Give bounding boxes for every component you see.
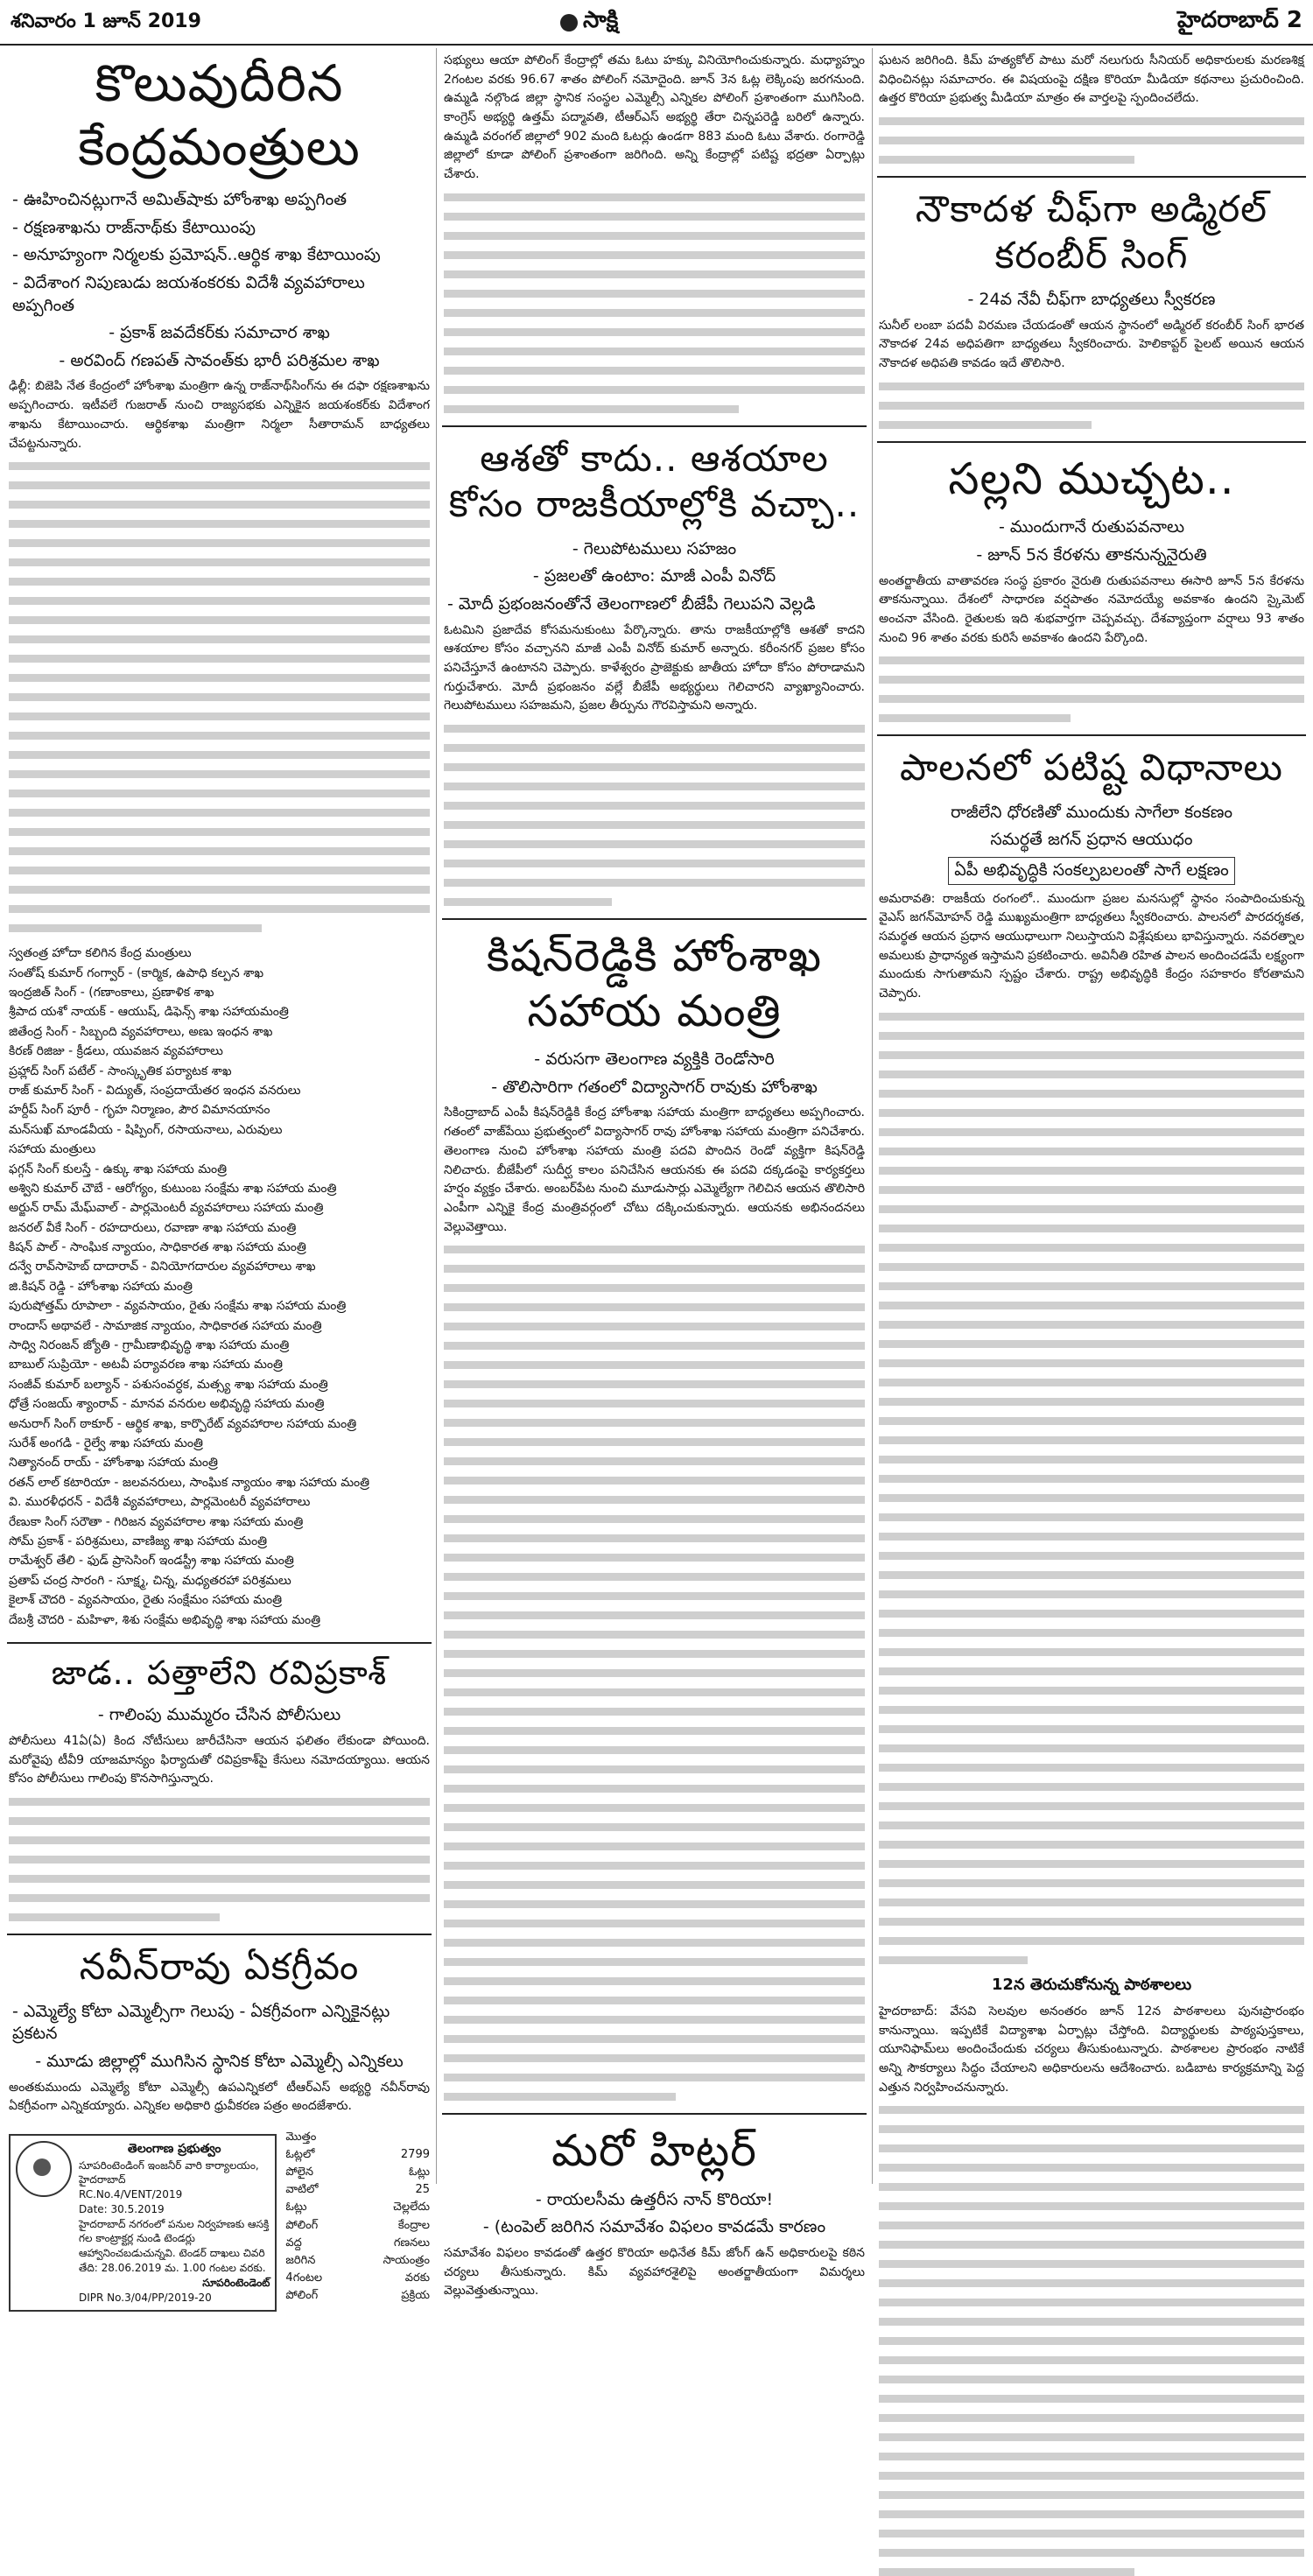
poll-row: పోలింగ్ కేంద్రాల [285, 2218, 430, 2232]
poll-row: 4గంటల వరకు [285, 2271, 430, 2285]
section-divider [7, 1934, 432, 1935]
list-item: ఇంద్రజిత్ సింగ్ - (గణాంకాలు, ప్రణాళిక శాఖ [9, 986, 214, 1000]
subhead: రాజీలేని ధోరణితో ముందుకు సాగేలా కంకణం [950, 802, 1233, 822]
article-body-continued [9, 462, 430, 932]
list-item: నిత్యానంద్ రాయ్ - హోంశాఖ సహాయ మంత్రి [9, 1456, 218, 1470]
notice-dipr: DIPR No.3/04/PP/2019-20 [79, 2291, 212, 2304]
masthead [0, 0, 1313, 46]
list-item: రాందాస్ అథావలే - సామాజిక న్యాయం, సాధికారత సహాయ మంత్రి [9, 1318, 322, 1333]
poll-row: పోలింగ్ ప్రక్రియ [285, 2289, 430, 2303]
column-2 [442, 48, 867, 2299]
article-body: అంతకుముందు ఎమ్మెల్యే కోటా ఎమ్మెల్సీ ఉపఎన్నికలో టీఆర్ఎస్ అభ్యర్థి నవీన్‌రావు ఏకగ్రీవంగా ఎన్నికయ్యారు. ఎన్నికల అధికారి ధ్రువీకరణ పత్రం అందజేశారు. [9, 2080, 430, 2114]
article-body: హైదరాబాద్: వేసవి సెలవుల అనంతరం జూన్ 12న పాఠశాలలు పునఃప్రారంభం కానున్నాయి. ఇప్పటికే విద్యాశాఖ ఏర్పాట్లు చేస్తోంది. విద్యార్థులకు పాఠ్యపుస్తకాలు, యూనిఫామ్‌లు అందించేందుకు చర్యలు తీసుకుంటున్నారు. పాఠశాలల ప్రారంభం నాటికే అన్ని సౌకర్యాలు సిద్ధం చేయాలని అధికారులను ఆదేశించారు. బడిబాట కార్యక్రమాన్ని పెద్ద ఎత్తున నిర్వహించనున్నారు. [879, 2004, 1304, 2095]
section-divider [442, 425, 867, 427]
headline-kishanreddy: కిషన్‌రెడ్డికి హోంశాఖ సహాయ మంత్రి [486, 930, 823, 1036]
list-item: ధోత్రే సంజయ్ శ్యాంరావ్ - మానవ వనరుల అభివృద్ధి సహాయ మంత్రి [9, 1397, 325, 1412]
list-item: ఫగ్గన్ సింగ్ కులస్తే - ఉక్కు శాఖ సహాయ మంత్రి [9, 1162, 228, 1176]
column-divider [872, 48, 873, 2184]
list-item: రామేశ్వర్ తేలి - ఫుడ్ ప్రాసెసింగ్ ఇండస్ట్రీ శాఖ సహాయ మంత్రి [9, 1554, 294, 1569]
section-divider [877, 734, 1306, 736]
list-item: పురుషోత్తమ్ రూపాలా - వ్యవసాయం, రైతు సంక్షేమ శాఖ సహాయ మంత్రి [9, 1299, 347, 1314]
article-body: సభ్యులు ఆయా పోలింగ్ కేంద్రాల్లో తమ ఓటు హక్కు వినియోగించుకున్నారు. మధ్యాహ్నం 2గంటల వరకు 96.67 శాతం పోలింగ్ నమోదైంది. జూన్ 3న ఓట్ల లెక్కింపు జరగనుంది. ఉమ్మడి నల్గొండ జిల్లా స్థానిక సంస్థల ఎమ్మెల్సీ ఎన్నికల పోలింగ్ ప్రశాంతంగా ముగిసింది. కాంగ్రెస్ అభ్యర్థి ఉత్తమ్ పద్మావతి, టీఆర్ఎస్ అభ్యర్థి తేరా చిన్నపరెడ్డి బరిలో ఉన్నారు. ఉమ్మడి వరంగల్ జిల్లాలో 902 మంది ఓటర్లు ఉండగా 883 మంది ఓటు వేశారు. రంగారెడ్డి జిల్లాలో కూడా పోలింగ్ ప్రశాంతంగా జరిగింది. అన్ని కేంద్రాల్లో పటిష్ట భద్రతా ఏర్పాట్లు చేశారు. [444, 53, 865, 182]
poll-row: జరిగిన సాయంత్రం [285, 2253, 430, 2267]
subhead: - రాయలసీమ ఉత్తరీస నాన్ కొరియా! [535, 2189, 774, 2209]
subhead: - జూన్ 5న కేరళను తాకనున్ననైరుతి [976, 544, 1207, 565]
poll-row: ఓట్లు చెల్లలేదు [285, 2200, 430, 2215]
subhead: - రక్షణశాఖను రాజ్‌నాథ్‌కు కేటాయింపు [12, 217, 256, 237]
article-body-continued [444, 193, 865, 413]
notice-ref: RC.No.4/VENT/2019 [79, 2188, 183, 2201]
headline-navy-chief: నౌకాదళ చీఫ్‌గా అడ్మిరల్ కరంబీర్ సింగ్ [915, 187, 1268, 277]
notice-title: తెలంగాణ ప్రభుత్వం [127, 2141, 221, 2156]
notice-date: Date: 30.5.2019 [79, 2202, 165, 2215]
headline-monsoon: సల్లని ముచ్చట.. [948, 453, 1235, 504]
headline-cabinet: కొలువుదీరిన కేంద్రమంత్రులు [78, 53, 361, 177]
article-body: ఘటన జరిగింది. కిమ్ హత్యకోల్ పాటు మరో నలుగురు సీనియర్ అధికారులకు మరణశిక్ష విధించినట్లు సమాచారం. ఈ విషయంపై దక్షిణ కొరియా మీడియా కథనాలు ప్రచురించింది. ఉత్తర కొరియా ప్రభుత్వ మీడియా మాత్రం ఈ వార్తలపై స్పందించలేదు. [879, 53, 1304, 106]
paper-name [560, 7, 618, 39]
headline-hitler: మరో హిట్లర్ [551, 2125, 757, 2177]
list-item: అనురాగ్ సింగ్ ఠాకూర్ - ఆర్థిక శాఖ, కార్పొరేట్ వ్యవహారాల సహాయ మంత్రి [9, 1416, 357, 1431]
section-divider [442, 918, 867, 920]
subhead: సమర్థతే జగన్ ప్రధాన ఆయుధం [990, 830, 1193, 850]
paper-title: సాక్షి [583, 7, 619, 33]
paper-logo-icon [560, 14, 578, 32]
headline-raviprakash: జాడ.. పత్తాలేని రవిప్రకాశ్ [51, 1653, 388, 1692]
article-body-continued [444, 1246, 865, 2101]
list-item: కిరణ్ రిజిజు - క్రీడలు, యువజన వ్యవహారాలు [9, 1044, 223, 1059]
headline-schools: 12న తెరుచుకోనున్న పాఠశాలలు [991, 1975, 1192, 1994]
subhead: - మూడు జిల్లాల్లో ముగిసిన స్థానిక కోటా ఎమ్మెల్సీ ఎన్నికలు [35, 2051, 404, 2071]
subhead: - ప్రజలతో ఉంటాం: మాజీ ఎంపీ వినోద్ [532, 566, 776, 586]
column-3 [877, 48, 1306, 2184]
article-body-continued [879, 383, 1304, 429]
notice-org: సూపరింటెండింగ్ ఇంజనీర్ వారి కార్యాలయం, హైదరాబాద్ [79, 2158, 259, 2186]
section-divider [877, 176, 1306, 178]
list-item: రతన్ లాల్ కటారియా - జలవనరులు, సాంఘిక న్యాయం శాఖ సహాయ మంత్రి [9, 1475, 370, 1490]
subhead: - విదేశాంగ నిపుణుడు జయశంకరకు విదేశీ వ్యవహారాలు అప్పగింత [12, 272, 365, 315]
list-item: స్వతంత్ర హోదా కలిగిన కేంద్ర మంత్రులు [9, 946, 192, 961]
government-notice [9, 2134, 277, 2313]
list-item: దేబశ్రీ చౌదరి - మహిళా, శిశు సంక్షేమ అభివృద్ధి శాఖ సహాయ మంత్రి [9, 1612, 321, 1627]
subhead: - అరవింద్ గణపత్ సావంత్‌కు భారీ పరిశ్రమల శాఖ [59, 350, 380, 370]
poll-row: ఓట్లలో 2799 [285, 2148, 430, 2162]
issue-date: శనివారం 1 జూన్ 2019 [11, 11, 201, 32]
notice-text: హైదరాబాద్ నగరంలో పనుల నిర్వహణకు ఆసక్తి గల కాంట్రాక్టర్ల నుండి టెండర్లు ఆహ్వానించబడుచున్నవి. టెండర్ దాఖలు చివరి తేది: 28.06.2019 మ. 1.00 గంటల వరకు. [79, 2217, 270, 2275]
subhead: - 24వ నేవీ చీఫ్‌గా బాధ్యతలు స్వీకరణ [967, 290, 1216, 310]
article-body: ఓటమిని ప్రజాదేవ కోసమనుకుంటు పేర్కొన్నారు. తాను రాజకీయాల్లోకి ఆశతో కాదని ఆశయాల కోసం వచ్చానని మాజీ ఎంపీ వినోద్ కుమార్ అన్నారు. కరీంనగర్ ప్రజల కోసం పనిచేస్తూనే ఉంటానని చెప్పారు. కాళేశ్వరం ప్రాజెక్టుకు జాతీయ హోదా కోసం పోరాడామని గుర్తుచేశారు. మోదీ ప్రభంజనం వల్లే బీజేపీ అభ్యర్థులు గెలిచారని వ్యాఖ్యానించారు. గెలుపోటములు సహజమని, ప్రజల తీర్పును గౌరవిస్తామని అన్నారు. [444, 622, 865, 713]
poll-row: పోలైన ఓట్లు [285, 2165, 430, 2179]
subhead: - ప్రకాశ్ జవదేకర్‌కు సమాచార శాఖ [109, 323, 330, 343]
headline-governance: పాలనలో పటిష్ట విధానాలు [900, 746, 1283, 790]
list-item: జితేంద్ర సింగ్ - సిబ్బంది వ్యవహారాలు, అణు ఇంధన శాఖ [9, 1024, 273, 1039]
headline-vinod: ఆశతో కాదు.. ఆశయాల కోసం రాజకీయాల్లోకి వచ్చా.. [448, 436, 860, 526]
list-item: వి. మురళీధరన్ - విదేశీ వ్యవహారాలు, పార్లమెంటరీ వ్యవహారాలు [9, 1495, 311, 1510]
telangana-seal-icon [16, 2141, 72, 2197]
article-body-continued [879, 656, 1304, 722]
subhead: - మోదీ ప్రభంజనంతోనే తెలంగాణలో బీజేపీ గెలుపని వెల్లడి [447, 594, 816, 614]
poll-row: వద్ద గణనలు [285, 2236, 430, 2250]
subhead: - అనూహ్యంగా నిర్మలకు ప్రమోషన్..ఆర్థిక శాఖ కేటాయింపు [12, 245, 381, 265]
subhead: - గాలింపు ముమ్మరం చేసిన పోలీసులు [97, 1705, 341, 1725]
list-item: సాధ్వి నిరంజన్ జ్యోతి - గ్రామీణాభివృద్ధి శాఖ సహాయ మంత్రి [9, 1338, 290, 1353]
article-body: ఢిల్లీ: బిజెపి నేత కేంద్రంలో హోంశాఖ మంత్రిగా ఉన్న రాజ్‌నాథ్‌సింగ్‌ను ఈ దఫా రక్షణశాఖను అప్పగించారు. ఇటీవలే గుజరాత్ నుంచి రాజ్యసభకు ఎన్నికైన జయశంకర్‌కు విదేశాంగ శాఖను కేటాయించారు. ఆర్థికశాఖ మంత్రిగా నిర్మలా సీతారామన్‌ బాధ్యతలు చేపట్టనున్నారు. [9, 379, 430, 451]
section-divider [442, 2113, 867, 2115]
list-item: సహాయ మంత్రులు [9, 1142, 96, 1157]
column-1 [7, 48, 432, 2304]
article-body-continued [879, 117, 1304, 164]
poll-figures [285, 2129, 430, 2318]
poll-row: వాటిలో 25 [285, 2183, 430, 2197]
article-body: పోలీసులు 41ఏ(ఏ) కింద నోటీసులు జారీచేసినా ఆయన ఫలితం లేకుండా పోయింది. మరోవైపు టీవీ9 యాజమాన్యం ఫిర్యాదుతో రవిప్రకాశ్‌పై కేసులు నమోదయ్యాయి. ఆయన కోసం పోలీసులు గాలింపు కొనసాగిస్తున్నారు. [9, 1734, 430, 1786]
list-item: అర్జున్ రామ్ మేఘ్‌వాల్ - పార్లమెంటరీ వ్యవహారాలు సహాయ మంత్రి [9, 1201, 324, 1216]
article-body-continued [879, 2106, 1304, 2576]
list-item: బాబుల్ సుప్రియో - అటవీ పర్యావరణ శాఖ సహాయ మంత్రి [9, 1358, 283, 1372]
list-item: సురేశ్ అంగడి - రైల్వే శాఖ సహాయ మంత్రి [9, 1436, 203, 1450]
list-item: కైలాశ్ చౌదరి - వ్యవసాయం, రైతు సంక్షేమం సహాయ మంత్రి [9, 1593, 283, 1608]
article-body: సునీల్ లంబా పదవీ విరమణ చేయడంతో ఆయన స్థానంలో అడ్మిరల్ కరంబీర్ సింగ్ భారత నౌకాదళ 24వ అధిపతిగా బాధ్యతలు స్వీకరించారు. హెలికాప్టర్ పైలట్ అయిన ఆయన నౌకాదళ అధిపతి కావడం ఇదే తొలిసారి. [879, 318, 1304, 371]
list-item: సంజీవ్ కుమార్ బల్యాన్ - పశుసంవర్ధక, మత్స్య శాఖ సహాయ మంత్రి [9, 1377, 328, 1392]
page-city-number: హైదరాబాద్ 2 [1177, 7, 1302, 33]
list-item: రేణుకా సింగ్ సరౌతా - గిరిజన వ్యవహారాల శాఖ సహాయ మంత్రి [9, 1514, 304, 1529]
subhead: - (టంపెల్ జరిగిన సమావేశం విఫలం కావడమే కారణం [482, 2217, 826, 2237]
poll-row: మొత్తం [285, 2130, 317, 2144]
subhead: - గెలుపోటములు సహజం [572, 538, 737, 558]
section-divider [877, 441, 1306, 443]
subhead: - వరుసగా తెలంగాణ వ్యక్తికి రెండోసారి [534, 1049, 775, 1070]
minister-list [9, 944, 430, 1630]
list-item: జనరల్ వీకే సింగ్ - రహదారులు, రవాణా శాఖ సహాయ మంత్రి [9, 1220, 297, 1235]
section-divider [7, 1642, 432, 1644]
list-item: సంతోష్ కుమార్ గంగ్వార్ - (కార్మిక, ఉపాధి కల్పన శాఖ [9, 965, 264, 980]
list-item: ప్రతాప్ చంద్ర సారంగి - సూక్ష్మ, చిన్న, మధ్యతరహా పరిశ్రమలు [9, 1573, 291, 1588]
list-item: అశ్విని కుమార్ చౌబే - ఆరోగ్యం, కుటుంబ సంక్షేమ శాఖ సహాయ మంత్రి [9, 1181, 337, 1196]
headline-naveenrao: నవీన్‌రావు ఏకగ్రీవం [79, 1945, 360, 1989]
subhead: - తొలిసారిగా గతంలో విద్యాసాగర్ రావుకు హోంశాఖ [491, 1077, 818, 1097]
column-divider [436, 48, 437, 2184]
subhead: - ముందుగానే రుతుపవనాలు [998, 517, 1185, 537]
notice-signature: సూపరింటెండెంట్ [202, 2276, 270, 2289]
subhead: - ఊహించినట్లుగానే అమిత్‌షాకు హోంశాఖ అప్పగింత [12, 190, 348, 209]
article-body-continued [879, 1013, 1304, 1964]
subhead-boxed: ఏపీ అభివృద్ధికి సంకల్పబలంతో సాగే లక్షణం [882, 857, 1301, 885]
list-item: సోమ్ ప్రకాశ్ - పరిశ్రమలు, వాణిజ్య శాఖ సహాయ మంత్రి [9, 1534, 268, 1548]
article-body-continued [9, 1798, 430, 1921]
article-body: సికింద్రాబాద్ ఎంపీ కిషన్‌రెడ్డికి కేంద్ర హోంశాఖ సహాయ మంత్రిగా బాధ్యతలు అప్పగించారు. గతంలో వాజ్‌పేయి ప్రభుత్వంలో విద్యాసాగర్ రావు హోంశాఖ సహాయ మంత్రిగా పనిచేశారు. తెలంగాణ నుంచి హోంశాఖ సహాయ మంత్రి పదవి పొందిన రెండో వ్యక్తిగా కిషన్‌రెడ్డి నిలిచారు. బీజేపీలో సుదీర్ఘ కాలం పనిచేసిన ఆయనకు ఈ పదవి దక్కడంపై కార్యకర్తలు హర్షం వ్యక్తం చేశారు. అంబర్‌పేట నుంచి మూడుసార్లు ఎమ్మెల్యేగా గెలిచిన ఆయన తొలిసారి ఎంపీగా ఎన్నికై కేంద్ర మంత్రివర్గంలో చోటు దక్కించుకున్నారు. ఆయనకు అభినందనలు వెల్లువెత్తాయి. [444, 1106, 865, 1234]
list-item: జి.కిషన్ రెడ్డి - హోంశాఖ సహాయ మంత్రి [9, 1279, 193, 1294]
article-body-continued [444, 725, 865, 906]
list-item: శ్రీపాద యశో నాయక్ - ఆయుష్, డిఫెన్స్ శాఖ సహాయమంత్రి [9, 1005, 289, 1020]
list-item: మన్‌సుఖ్ మాండవీయ - షిప్పింగ్, రసాయనాలు, ఎరువులు [9, 1122, 283, 1137]
list-item: హర్దీప్ సింగ్ పూరీ - గృహ నిర్మాణం, పౌర విమానయానం [9, 1103, 270, 1118]
list-item: రాజ్ కుమార్ సింగ్ - విద్యుత్, సంప్రదాయేతర ఇంధన వనరులు [9, 1083, 301, 1098]
subhead: - ఎమ్మెల్యే కోటా ఎమ్మెల్సీగా గెలుపు - ఏకగ్రీవంగా ఎన్నికైనట్లు ప్రకటన [12, 2001, 390, 2044]
list-item: ప్రహ్లాద్ సింగ్ పటేల్ - సాంస్కృతిక పర్యాటక శాఖ [9, 1063, 232, 1078]
article-body: అమరావతి: రాజకీయ రంగంలో.. ముందుగా ప్రజల మనసుల్లో స్థానం సంపాదించుకున్న వైఎస్ జగన్‌మోహన్ రెడ్డి ముఖ్యమంత్రిగా బాధ్యతలు స్వీకరించారు. పాలనలో పారదర్శకత, సమర్థత ఆయన ప్రధాన ఆయుధాలుగా నిలుస్తాయని విశ్లేషకులు భావిస్తున్నారు. నవరత్నాల అమలుకు ప్రాధాన్యత ఇస్తామని ప్రకటించారు. అవినీతి రహిత పాలన అందించడమే లక్ష్యంగా ముందుకు సాగుతామని స్పష్టం చేశారు. రాష్ట్ర అభివృద్ధికి కేంద్రం సహకారం కోరతామని చెప్పారు. [879, 891, 1304, 1001]
list-item: కిషన్ పాల్ - సాంఘిక న్యాయం, సాధికారత శాఖ సహాయ మంత్రి [9, 1240, 306, 1255]
list-item: దన్వే రావ్‌సాహెబ్ దాదారావ్ - వినియోగదారుల వ్యవహారాలు శాఖ [9, 1260, 316, 1274]
article-body: సమావేశం విఫలం కావడంతో ఉత్తర కొరియా అధినేత కిమ్ జోంగ్ ఉన్ అధికారులపై కఠిన చర్యలు తీసుకున్నారు. కిమ్ వ్యవహారశైలిపై అంతర్జాతీయంగా విమర్శలు వెల్లువెత్తుతున్నాయి. [444, 2246, 865, 2299]
article-body: అంతర్జాతీయ వాతావరణ సంస్థ ప్రకారం నైరుతి రుతుపవనాలు ఈసారి జూన్ 5న కేరళను తాకనున్నాయి. దేశంలో సాధారణ వర్షపాతం నమోదయ్యే అవకాశం ఉందని స్కైమెట్ అంచనా వేసింది. రైతులకు ఇది శుభవార్తగా చెప్పవచ్చు. దేశవ్యాప్తంగా వర్షాలు 93 శాతం నుంచి 96 శాతం వరకు కురిసే అవకాశం ఉందని పేర్కొంది. [879, 573, 1304, 645]
